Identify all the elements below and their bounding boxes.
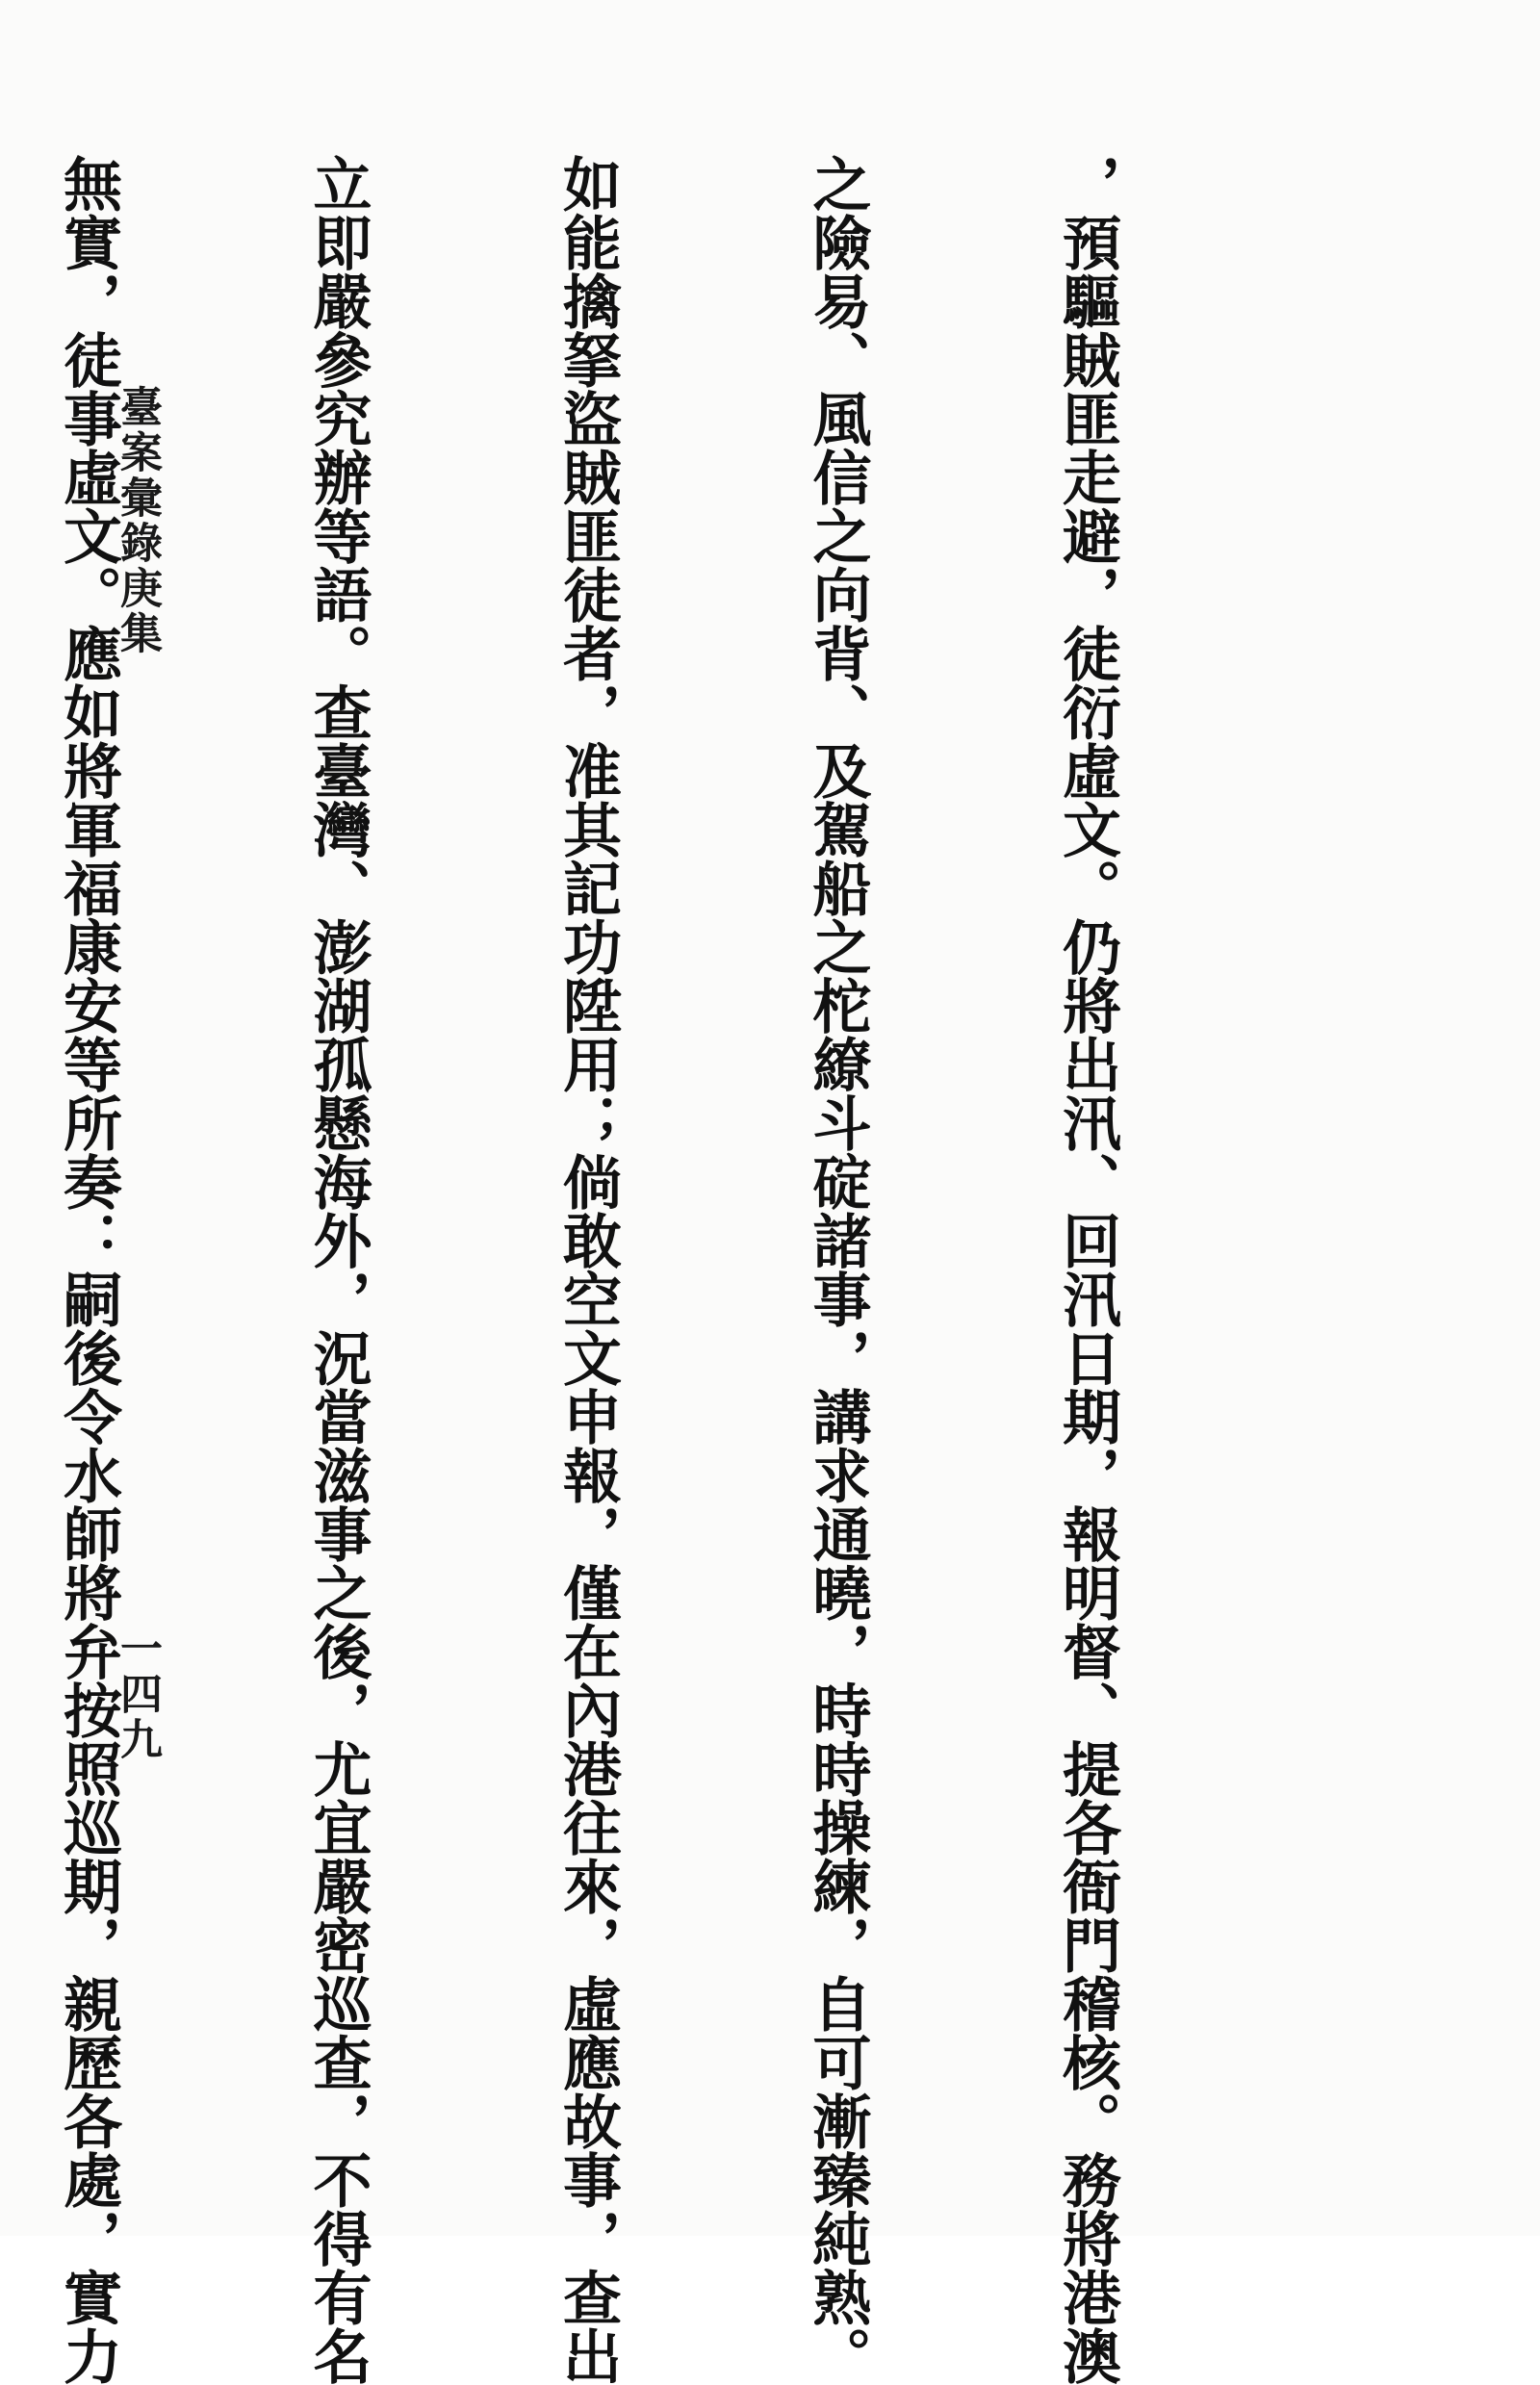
text-column-3: 如能擒拏盜賊匪徒者，准其記功陞用；倘敢空文申報，僅在內港往來，虛應故事，查出 [553,154,622,2385]
text-column-2: 之險易、風信之向背、及駕船之柁繚斗碇諸事，講求通曉，時時操練，自可漸臻純熟。 [803,154,872,2385]
text-column-4: 立即嚴參究辦等語。查臺灣、澎湖孤懸海外，況當滋事之後，尤宜嚴密巡查，不得有名 [303,154,372,2385]
text-column-1: ，預驅賊匪走避，徒衍虛文。仍將出汛、回汛日期，報明督、提各衙門稽核。務將港澳 [1053,154,1121,2385]
page-number: 一四九 [113,1627,162,1762]
running-header-title: 臺案彙錄庚集 [113,385,162,656]
text-column-5: 無實，徒事虛文。應如將軍福康安等所奏：嗣後令水師將弁按照巡期，親歷各處，實力 [54,154,122,2385]
